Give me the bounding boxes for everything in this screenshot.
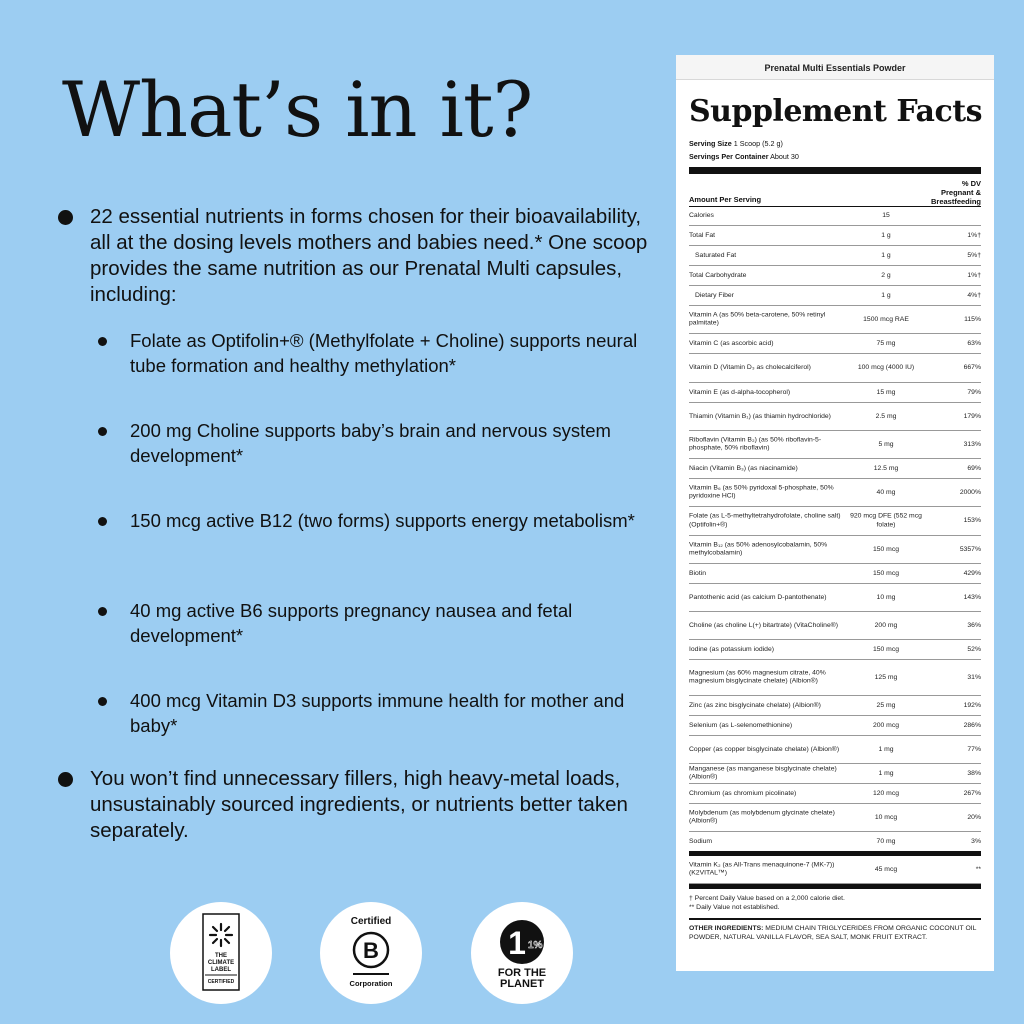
list-item bbox=[58, 766, 658, 844]
nutrient-amount: 200 mg bbox=[874, 621, 898, 629]
supplement-facts-panel bbox=[676, 55, 994, 971]
nutrient-dv: 1%† bbox=[967, 231, 981, 239]
nutrient-name: Molybdenum (as molybdenum glycinate chelate) (Albion®) bbox=[689, 809, 835, 825]
table-row bbox=[689, 246, 981, 266]
nutrient-name: Niacin (Vitamin B₃) (as niacinamide) bbox=[689, 464, 798, 472]
nutrient-dv: 179% bbox=[963, 412, 981, 420]
nutrient-dv: ** bbox=[975, 865, 981, 873]
sub-item-text: 400 mcg Vitamin D3 supports immune health for mother and baby* bbox=[130, 690, 625, 736]
nutrient-name: Copper (as copper bisglycinate chelate) (Albion®) bbox=[689, 745, 840, 753]
nutrient-dv: 79% bbox=[967, 388, 981, 396]
serving-size bbox=[689, 137, 981, 150]
facts-title: Supplement Facts bbox=[689, 94, 982, 129]
nutrient-name: Magnesium (as 60% magnesium citrate, 40% magnesium bisglycinate chelate) (Albion®) bbox=[689, 669, 826, 685]
page-title: What’s in it? bbox=[62, 65, 533, 154]
nutrient-amount: 150 mcg bbox=[872, 569, 900, 577]
bullet-icon bbox=[98, 517, 107, 526]
nutrient-amount: 15 bbox=[882, 211, 890, 219]
sub-item-text: 40 mg active B6 supports pregnancy nausea and fetal development* bbox=[130, 600, 573, 646]
one-percent-badge bbox=[471, 902, 573, 1004]
nutrient-dv: 5357% bbox=[959, 545, 981, 553]
bullet-icon bbox=[98, 337, 107, 346]
climate-line-4: CERTIFIED bbox=[207, 979, 235, 985]
table-row bbox=[689, 306, 981, 334]
nutrient-name: Total Carbohydrate bbox=[689, 271, 747, 279]
sub-list bbox=[58, 328, 658, 778]
servings-label: Servings Per Container bbox=[689, 152, 769, 161]
nutrient-amount: 150 mcg bbox=[872, 645, 900, 653]
nutrient-amount: 5 mg bbox=[878, 440, 894, 448]
nutrient-amount: 40 mg bbox=[876, 488, 896, 496]
table-row bbox=[689, 334, 981, 354]
table-row bbox=[689, 640, 981, 660]
sub-list-item bbox=[98, 688, 658, 778]
nutrient-amount: 15 mg bbox=[876, 388, 896, 396]
sub-item-text: 150 mcg active B12 (two forms) supports energy metabolism* bbox=[130, 510, 635, 531]
nutrient-amount: 1 g bbox=[881, 251, 891, 259]
table-row bbox=[689, 266, 981, 286]
nutrient-name: Vitamin A (as 50% beta-carotene, 50% retinyl palmitate) bbox=[689, 311, 826, 327]
serving-size-label: Serving Size bbox=[689, 139, 732, 148]
table-row bbox=[689, 696, 981, 716]
nutrient-dv: 63% bbox=[967, 339, 981, 347]
intro-text: 22 essential nutrients in forms chosen for their bioavailability, all at the dosing levels mothers and babies need.* One scoop provides the same nutrition as our Prenatal Multi capsules, including: bbox=[90, 205, 648, 306]
other-ingredients-text: MEDIUM CHAIN TRIGLYCERIDES FROM ORGANIC COCONUT OIL POWDER, NATURAL VANILLA FLAVOR, SEA SALT, MONK FRUIT EXTRACT. bbox=[689, 925, 977, 941]
b-corp-logo bbox=[320, 902, 422, 1004]
climate-line-1: THE bbox=[215, 953, 227, 959]
nutrient-dv: 143% bbox=[963, 593, 981, 601]
bullet-icon bbox=[98, 697, 107, 706]
nutrient-amount: 12.5 mg bbox=[873, 464, 899, 472]
nutrient-dv: 38% bbox=[967, 769, 981, 777]
climate-line-3: LABEL bbox=[211, 967, 231, 973]
nutrient-name: Riboflavin (Vitamin B₂) (as 50% riboflavin-5-phosphate, 50% riboflavin) bbox=[689, 436, 822, 452]
benefits-list bbox=[58, 204, 658, 844]
nutrient-name: Vitamin B₁₂ (as 50% adenosylcobalamin, 50% methylcobalamin) bbox=[689, 541, 828, 557]
footnote: † Percent Daily Value based on a 2,000 calorie diet. bbox=[689, 895, 845, 902]
nutrient-name: Selenium (as L-selenomethionine) bbox=[689, 721, 793, 729]
nutrient-amount: 1 mg bbox=[878, 745, 894, 753]
nutrient-amount: 200 mcg bbox=[872, 721, 900, 729]
planet-line-1: FOR THE bbox=[497, 967, 547, 979]
table-row bbox=[689, 612, 981, 640]
table-row bbox=[689, 403, 981, 431]
nutrient-amount: 25 mg bbox=[876, 701, 896, 709]
nutrient-amount: 920 mcg DFE (552 mcg folate) bbox=[850, 512, 922, 528]
servings-value: About 30 bbox=[770, 152, 799, 161]
nutrient-dv: 5%† bbox=[967, 251, 981, 259]
nutrient-amount: 125 mg bbox=[874, 673, 898, 681]
table-row bbox=[689, 832, 981, 851]
nutrient-amount: 120 mcg bbox=[872, 789, 900, 797]
dv-header bbox=[931, 179, 981, 206]
table-row bbox=[689, 660, 981, 696]
nutrient-name: Calories bbox=[689, 211, 714, 219]
sub-item-text: 200 mg Choline supports baby’s brain and nervous system development* bbox=[130, 420, 611, 466]
table-row bbox=[689, 479, 981, 507]
nutrient-name: Choline (as choline L(+) bitartrate) (VitaCholine®) bbox=[689, 621, 839, 629]
table-row bbox=[689, 804, 981, 832]
sub-list-item bbox=[98, 508, 658, 598]
nutrient-name: Vitamin B₆ (as 50% pyridoxal 5-phosphate, 50% pyridoxine HCl) bbox=[689, 484, 834, 500]
nutrient-amount: 150 mcg bbox=[872, 545, 900, 553]
nutrient-name: Iodine (as potassium iodide) bbox=[689, 645, 775, 653]
dv-header-line: % DV bbox=[961, 179, 981, 188]
planet-line-2: PLANET bbox=[500, 978, 544, 990]
facts-header bbox=[689, 174, 981, 207]
table-row bbox=[689, 736, 981, 764]
closing-text: You won’t find unnecessary fillers, high heavy-metal loads, unsustainably sourced ingredients, or nutrients better taken separately. bbox=[90, 767, 628, 842]
table-row bbox=[689, 764, 981, 784]
table-row bbox=[689, 716, 981, 736]
sub-list-item bbox=[98, 418, 658, 508]
nutrient-name: Folate (as L-5-methyltetrahydrofolate, choline salt) (Optifolin+®) bbox=[689, 512, 841, 528]
divider bbox=[689, 167, 981, 174]
nutrient-dv: 313% bbox=[963, 440, 981, 448]
nutrient-dv: 20% bbox=[967, 813, 981, 821]
table-row bbox=[689, 431, 981, 459]
planet-percent: 1% bbox=[528, 940, 543, 951]
dv-header-line: Pregnant & bbox=[940, 188, 981, 197]
svg-text:B: B bbox=[363, 938, 379, 963]
nutrient-dv: 286% bbox=[963, 721, 981, 729]
nutrient-dv: 429% bbox=[963, 569, 981, 577]
product-name: Prenatal Multi Essentials Powder bbox=[676, 55, 994, 80]
bullet-icon bbox=[58, 210, 73, 225]
nutrient-amount: 2.5 mg bbox=[875, 412, 897, 420]
servings-per-container bbox=[689, 150, 981, 163]
table-row bbox=[689, 784, 981, 804]
nutrient-amount: 70 mg bbox=[876, 837, 896, 845]
table-row bbox=[689, 383, 981, 403]
list-item bbox=[58, 204, 658, 308]
nutrient-amount: 1 g bbox=[881, 291, 891, 299]
amount-header: Amount Per Serving bbox=[689, 195, 762, 204]
bcorp-top-text: Certified bbox=[350, 916, 392, 927]
nutrient-amount: 10 mg bbox=[876, 593, 896, 601]
nutrient-dv: 267% bbox=[963, 789, 981, 797]
table-row bbox=[689, 207, 981, 226]
nutrient-dv: 36% bbox=[967, 621, 981, 629]
nutrient-dv: 2000% bbox=[959, 488, 981, 496]
nutrient-dv: 153% bbox=[963, 516, 981, 524]
table-row bbox=[689, 536, 981, 564]
nutrient-dv: 667% bbox=[963, 363, 981, 371]
sub-list-item bbox=[98, 328, 658, 418]
nutrient-dv: 31% bbox=[967, 673, 981, 681]
nutrient-dv: 115% bbox=[964, 315, 981, 323]
other-ingredients bbox=[689, 924, 981, 942]
bullet-icon bbox=[98, 427, 107, 436]
nutrient-name: Total Fat bbox=[689, 231, 716, 239]
table-row bbox=[689, 459, 981, 479]
table-row bbox=[689, 354, 981, 383]
nutrient-dv: 192% bbox=[963, 701, 981, 709]
table-row bbox=[689, 584, 981, 612]
divider bbox=[689, 918, 981, 920]
nutrient-amount: 1500 mcg RAE bbox=[863, 315, 909, 323]
nutrient-name: Chromium (as chromium picolinate) bbox=[689, 789, 797, 797]
bcorp-bottom-text: Corporation bbox=[349, 979, 393, 988]
facts-table bbox=[689, 207, 981, 889]
table-row bbox=[689, 226, 981, 246]
climate-label-logo bbox=[170, 902, 272, 1004]
nutrient-dv: 52% bbox=[967, 645, 981, 653]
climate-label-badge bbox=[170, 902, 272, 1004]
svg-text:1: 1 bbox=[508, 925, 526, 961]
nutrient-name: Vitamin D (Vitamin D₃ as cholecalciferol) bbox=[689, 363, 811, 371]
nutrient-name: Dietary Fiber bbox=[695, 291, 734, 299]
one-percent-logo bbox=[471, 902, 573, 1004]
nutrient-dv: 4%† bbox=[967, 291, 981, 299]
nutrient-dv: 77% bbox=[967, 745, 981, 753]
nutrient-dv: 1%† bbox=[967, 271, 981, 279]
nutrient-name: Vitamin K₂ (as All-Trans menaquinone-7 (MK-7)) (K2VITAL™) bbox=[689, 861, 835, 877]
nutrient-name: Sodium bbox=[689, 837, 713, 845]
b-corp-badge bbox=[320, 902, 422, 1004]
nutrient-name: Biotin bbox=[689, 569, 707, 577]
nutrient-name: Vitamin C (as ascorbic acid) bbox=[689, 339, 774, 347]
nutrient-dv: 69% bbox=[967, 464, 981, 472]
table-row bbox=[689, 564, 981, 584]
serving-size-value: 1 Scoop (5.2 g) bbox=[733, 139, 783, 148]
other-ingredients-label: OTHER INGREDIENTS: bbox=[689, 925, 764, 932]
nutrient-amount: 10 mcg bbox=[874, 813, 898, 821]
nutrient-name: Saturated Fat bbox=[695, 251, 737, 259]
sub-item-text: Folate as Optifolin+® (Methylfolate + Choline) supports neural tube formation and healthy methylation* bbox=[130, 330, 638, 376]
table-row bbox=[689, 286, 981, 306]
nutrient-name: Manganese (as manganese bisglycinate chelate) (Albion®) bbox=[689, 765, 837, 781]
bullet-icon bbox=[58, 772, 73, 787]
nutrient-name: Zinc (as zinc bisglycinate chelate) (Albion®) bbox=[689, 701, 821, 709]
table-row bbox=[689, 507, 981, 536]
nutrient-name: Thiamin (Vitamin B₁) (as thiamin hydrochloride) bbox=[689, 412, 831, 420]
climate-line-2: CLIMATE bbox=[207, 960, 235, 966]
sub-list-item bbox=[98, 598, 658, 688]
nutrient-amount: 45 mcg bbox=[874, 865, 898, 873]
bullet-icon bbox=[98, 607, 107, 616]
nutrient-amount: 1 g bbox=[881, 231, 891, 239]
nutrient-amount: 2 g bbox=[881, 271, 891, 279]
nutrient-dv: 3% bbox=[971, 837, 981, 845]
dv-header-line: Breastfeeding bbox=[930, 197, 981, 206]
footnote: ** Daily Value not established. bbox=[689, 903, 780, 911]
nutrient-amount: 100 mcg (4000 IU) bbox=[857, 363, 915, 371]
nutrient-name: Pantothenic acid (as calcium D-pantothenate) bbox=[689, 593, 827, 601]
divider bbox=[689, 884, 981, 889]
nutrient-amount: 1 mg bbox=[878, 769, 894, 777]
nutrient-name: Vitamin E (as d-alpha-tocopherol) bbox=[689, 388, 791, 396]
nutrient-amount: 75 mg bbox=[876, 339, 896, 347]
table-row bbox=[689, 856, 981, 884]
